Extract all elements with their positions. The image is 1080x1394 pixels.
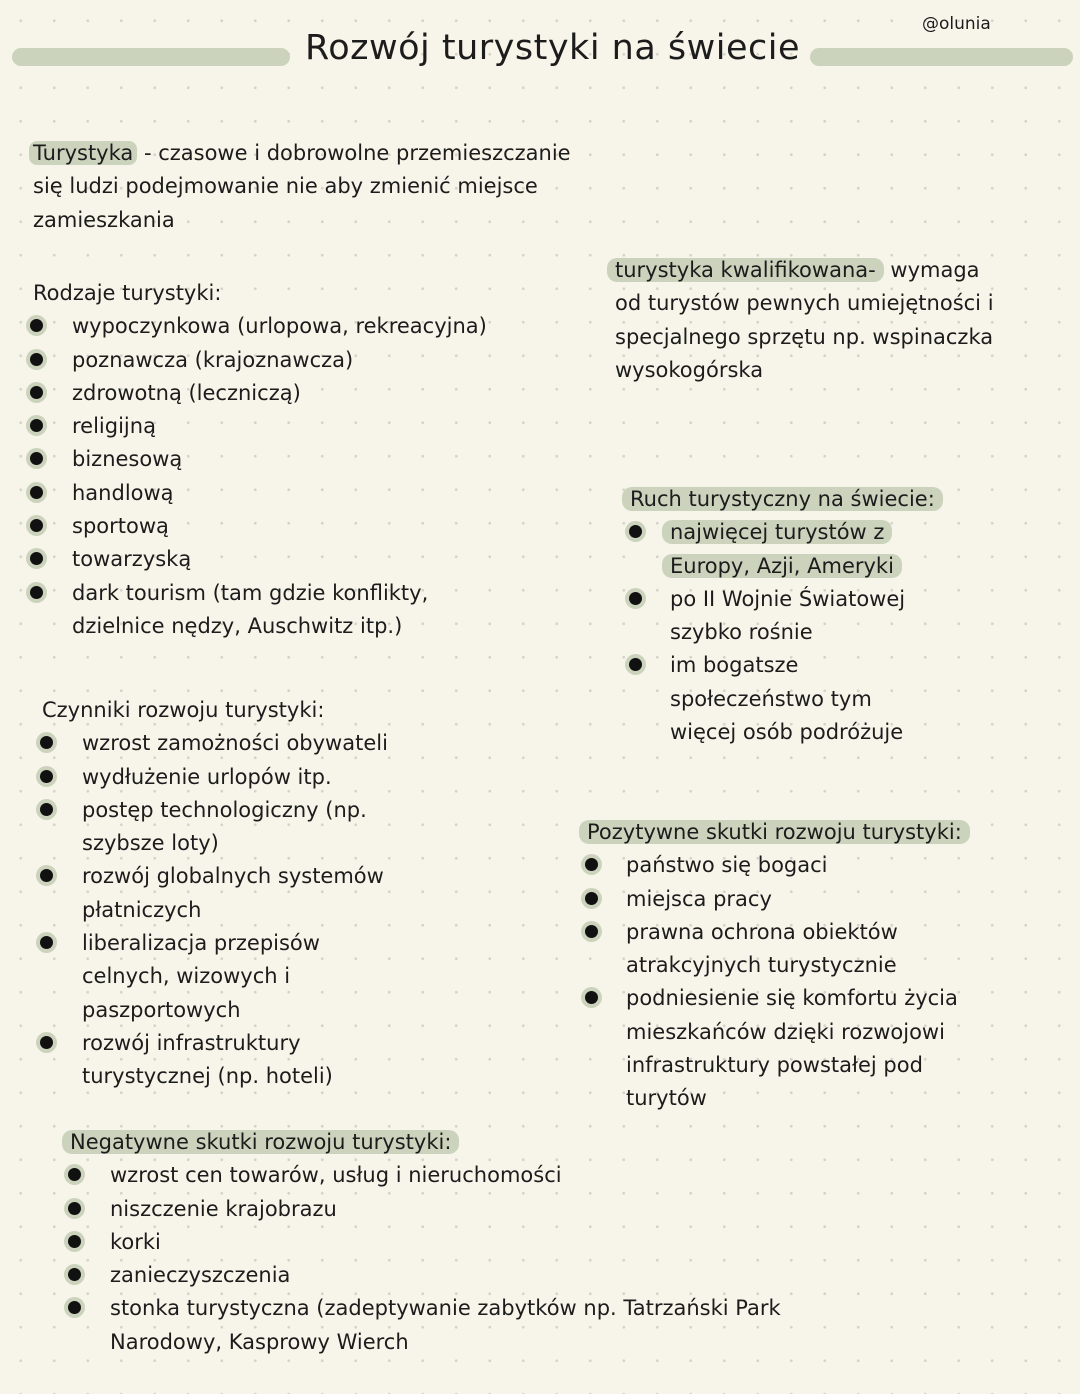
bullet-icon: [30, 586, 43, 599]
qualified-line-3: specjalnego sprzętu np. wspinaczka: [615, 324, 994, 349]
world-movement-list: [630, 516, 943, 749]
list-item: po II Wojnie Światowej szybko rośnie: [630, 583, 943, 650]
list-item: niszczenie krajobrazu: [70, 1193, 781, 1226]
list-item: im bogatsze społeczeństwo tym więcej osób podróżuje: [630, 649, 943, 749]
bullet-icon: [585, 925, 598, 938]
negative-heading: Negatywne skutki rozwoju turystyki:: [70, 1126, 781, 1159]
bullet-icon: [40, 803, 53, 816]
list-item: biznesową: [33, 443, 487, 476]
list-item: miejsca pracy: [587, 883, 970, 916]
bullet-icon: [30, 353, 43, 366]
list-item: zanieczyszczenia: [70, 1259, 781, 1292]
positive-section: [587, 816, 970, 1116]
qualified-line-4: wysokogórska: [615, 357, 764, 382]
world-movement-heading: Ruch turystyczny na świecie:: [630, 483, 943, 516]
bullet-icon: [585, 892, 598, 905]
list-item: prawna ochrona obiektów atrakcyjnych turystycznie: [587, 916, 970, 983]
factors-heading: Czynniki rozwoju turystyki:: [42, 698, 325, 722]
page-title: Rozwój turystyki na świecie: [304, 28, 801, 68]
positive-heading: Pozytywne skutki rozwoju turystyki:: [587, 816, 970, 849]
factors-section: [42, 694, 388, 1094]
negative-list: [70, 1159, 781, 1359]
author-handle: @olunia: [922, 14, 991, 34]
qualified-term: turystyka kwalifikowana-: [607, 258, 884, 282]
qualified-block: [615, 254, 994, 387]
bullet-icon: [40, 1036, 53, 1049]
list-item: handlową: [33, 477, 487, 510]
list-item: sportową: [33, 510, 487, 543]
list-item: stonka turystyczna (zadeptywanie zabytków np. Tatrzański Park Narodowy, Kasprowy Wierch: [70, 1292, 781, 1359]
definition-block: [33, 137, 571, 237]
positive-list: [587, 849, 970, 1115]
list-item: wzrost cen towarów, usług i nieruchomości: [70, 1159, 781, 1192]
definition-term: Turystyka: [29, 141, 137, 165]
bullet-icon: [68, 1202, 81, 1215]
list-item: zdrowotną (leczniczą): [33, 377, 487, 410]
bullet-icon: [68, 1235, 81, 1248]
qualified-text: wymaga: [883, 258, 980, 282]
title-bar-left: [12, 48, 290, 66]
list-item: liberalizacja przepisów celnych, wizowych i paszportowych: [42, 927, 388, 1027]
list-item: najwięcej turystów z Europy, Azji, Ameryki: [630, 516, 943, 583]
bullet-icon: [30, 386, 43, 399]
list-item: rozwój infrastruktury turystycznej (np. hoteli): [42, 1027, 388, 1094]
list-item: wzrost zamożności obywateli: [42, 727, 388, 760]
qualified-line-1: [615, 254, 994, 287]
list-item: dark tourism (tam gdzie konflikty, dzielnice nędzy, Auschwitz itp.): [33, 577, 487, 644]
list-item: państwo się bogaci: [587, 849, 970, 882]
list-item: korki: [70, 1226, 781, 1259]
bullet-icon: [30, 486, 43, 499]
title-bar-right: [810, 48, 1073, 66]
bullet-icon: [629, 592, 642, 605]
list-item: wydłużenie urlopów itp.: [42, 761, 388, 794]
types-list: [33, 310, 487, 643]
factors-list: [42, 727, 388, 1093]
list-item: religijną: [33, 410, 487, 443]
definition-text: - czasowe i dobrowolne przemieszczanie: [137, 141, 571, 165]
list-item: poznawcza (krajoznawcza): [33, 344, 487, 377]
bullet-icon: [40, 770, 53, 783]
list-item: podniesienie się komfortu życia mieszkańców dzięki rozwojowi infrastruktury powstałej pod turytów: [587, 982, 970, 1115]
definition-line-3: zamieszkania: [33, 207, 175, 232]
world-movement-section: [630, 483, 943, 749]
list-item: wypoczynkowa (urlopowa, rekreacyjna): [33, 310, 487, 343]
types-section: [33, 277, 487, 643]
list-item: postęp technologiczny (np. szybsze loty): [42, 794, 388, 861]
qualified-line-2: od turystów pewnych umiejętności i: [615, 291, 994, 316]
list-item: towarzyską: [33, 543, 487, 576]
definition-line-1: [33, 137, 571, 170]
bullet-icon: [30, 519, 43, 532]
bullet-icon: [40, 936, 53, 949]
negative-section: [70, 1126, 781, 1359]
types-heading: Rodzaje turystyki:: [33, 281, 222, 305]
definition-line-2: się ludzi podejmowanie nie aby zmienić miejsce: [33, 174, 538, 199]
list-item: rozwój globalnych systemów płatniczych: [42, 860, 388, 927]
